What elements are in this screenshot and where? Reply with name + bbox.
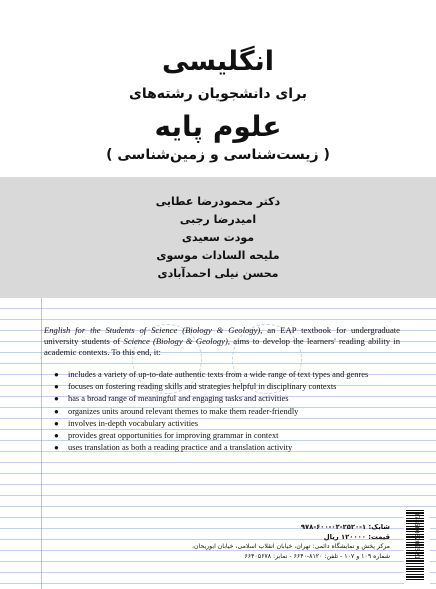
bullet-icon: ●: [54, 382, 59, 392]
author-name: محسن نیلی احمدآبادی: [157, 267, 279, 280]
address-line: شماره ۱۰۹ و ۱۰۷ - تلفن: ۸۱۲۰-۶۶۴۰ - نمابر: ۶۶۴۰۵۶۷۸: [244, 552, 390, 560]
address-line: مرکز پخش و نمایشگاه دائمی: تهران، خیابان انقلاب اسلامی، خیابان ابوریحان،: [192, 543, 390, 550]
bullet-icon: ●: [54, 406, 59, 416]
list-item: ● involves in-depth vocabulary activities: [54, 418, 404, 430]
cover-title-area: [0, 0, 436, 177]
author-name: دکتر محمودرضا عطایی: [155, 195, 281, 208]
bullet-icon: ●: [54, 443, 59, 453]
list-item: ● has a broad range of meaningful and engaging tasks and activities: [54, 393, 404, 405]
bullet-icon: ●: [54, 418, 59, 428]
author-name: مودت سعیدی: [181, 231, 255, 244]
book-description: [44, 325, 400, 358]
bullet-icon: ●: [54, 370, 59, 379]
isbn: شابک: ۱-۲۵۲۰-۰۲-۶۰۰-۹۷۸: [300, 523, 390, 531]
barcode: [404, 508, 430, 586]
bullet-icon: ●: [54, 394, 59, 404]
features-list: [54, 369, 404, 454]
book-subtitle: برای دانشجویان رشته‌های: [129, 86, 307, 102]
list-item: ● organizes units around relevant themes to make them reader-friendly: [54, 406, 404, 418]
publication-info: [60, 523, 390, 561]
price: قیمت: ۱۲۰۰۰۰ ریال: [323, 532, 390, 541]
barcode-number: 9786000202521: [413, 512, 420, 559]
book-field: علوم پایه: [154, 110, 282, 143]
list-item: ● uses translation as both a reading practice and a translation activity: [54, 442, 404, 454]
list-item: ● focuses on fostering reading skills and strategies helpful in disciplinary contexts: [54, 381, 404, 393]
author-name: ملیحه السادات موسوی: [156, 249, 280, 262]
author-name: امیدرضا رجبی: [179, 213, 257, 226]
list-item: ● includes a variety of up-to-date authentic texts from a wide range of text types and genres: [54, 369, 404, 381]
book-field-note: ( زیست‌شناسی و زمین‌شناسی ): [106, 147, 330, 163]
description-text: , an EAP textbook for undergraduate university students of: [44, 325, 400, 346]
authors-list: [0, 193, 436, 283]
book-title: انگلیسی: [162, 46, 274, 77]
list-item: ● provides great opportunities for improving grammar in context: [54, 430, 404, 442]
authors-band: [0, 177, 436, 298]
bullet-icon: ●: [54, 431, 59, 441]
description-text: , aims to develop the learners' reading ability in academic contexts. To this end, it:: [44, 336, 400, 357]
subject-english: Science (Biology & Geology): [123, 336, 228, 346]
book-title-english: English for the Students of Science (Biology & Geology): [44, 325, 261, 335]
